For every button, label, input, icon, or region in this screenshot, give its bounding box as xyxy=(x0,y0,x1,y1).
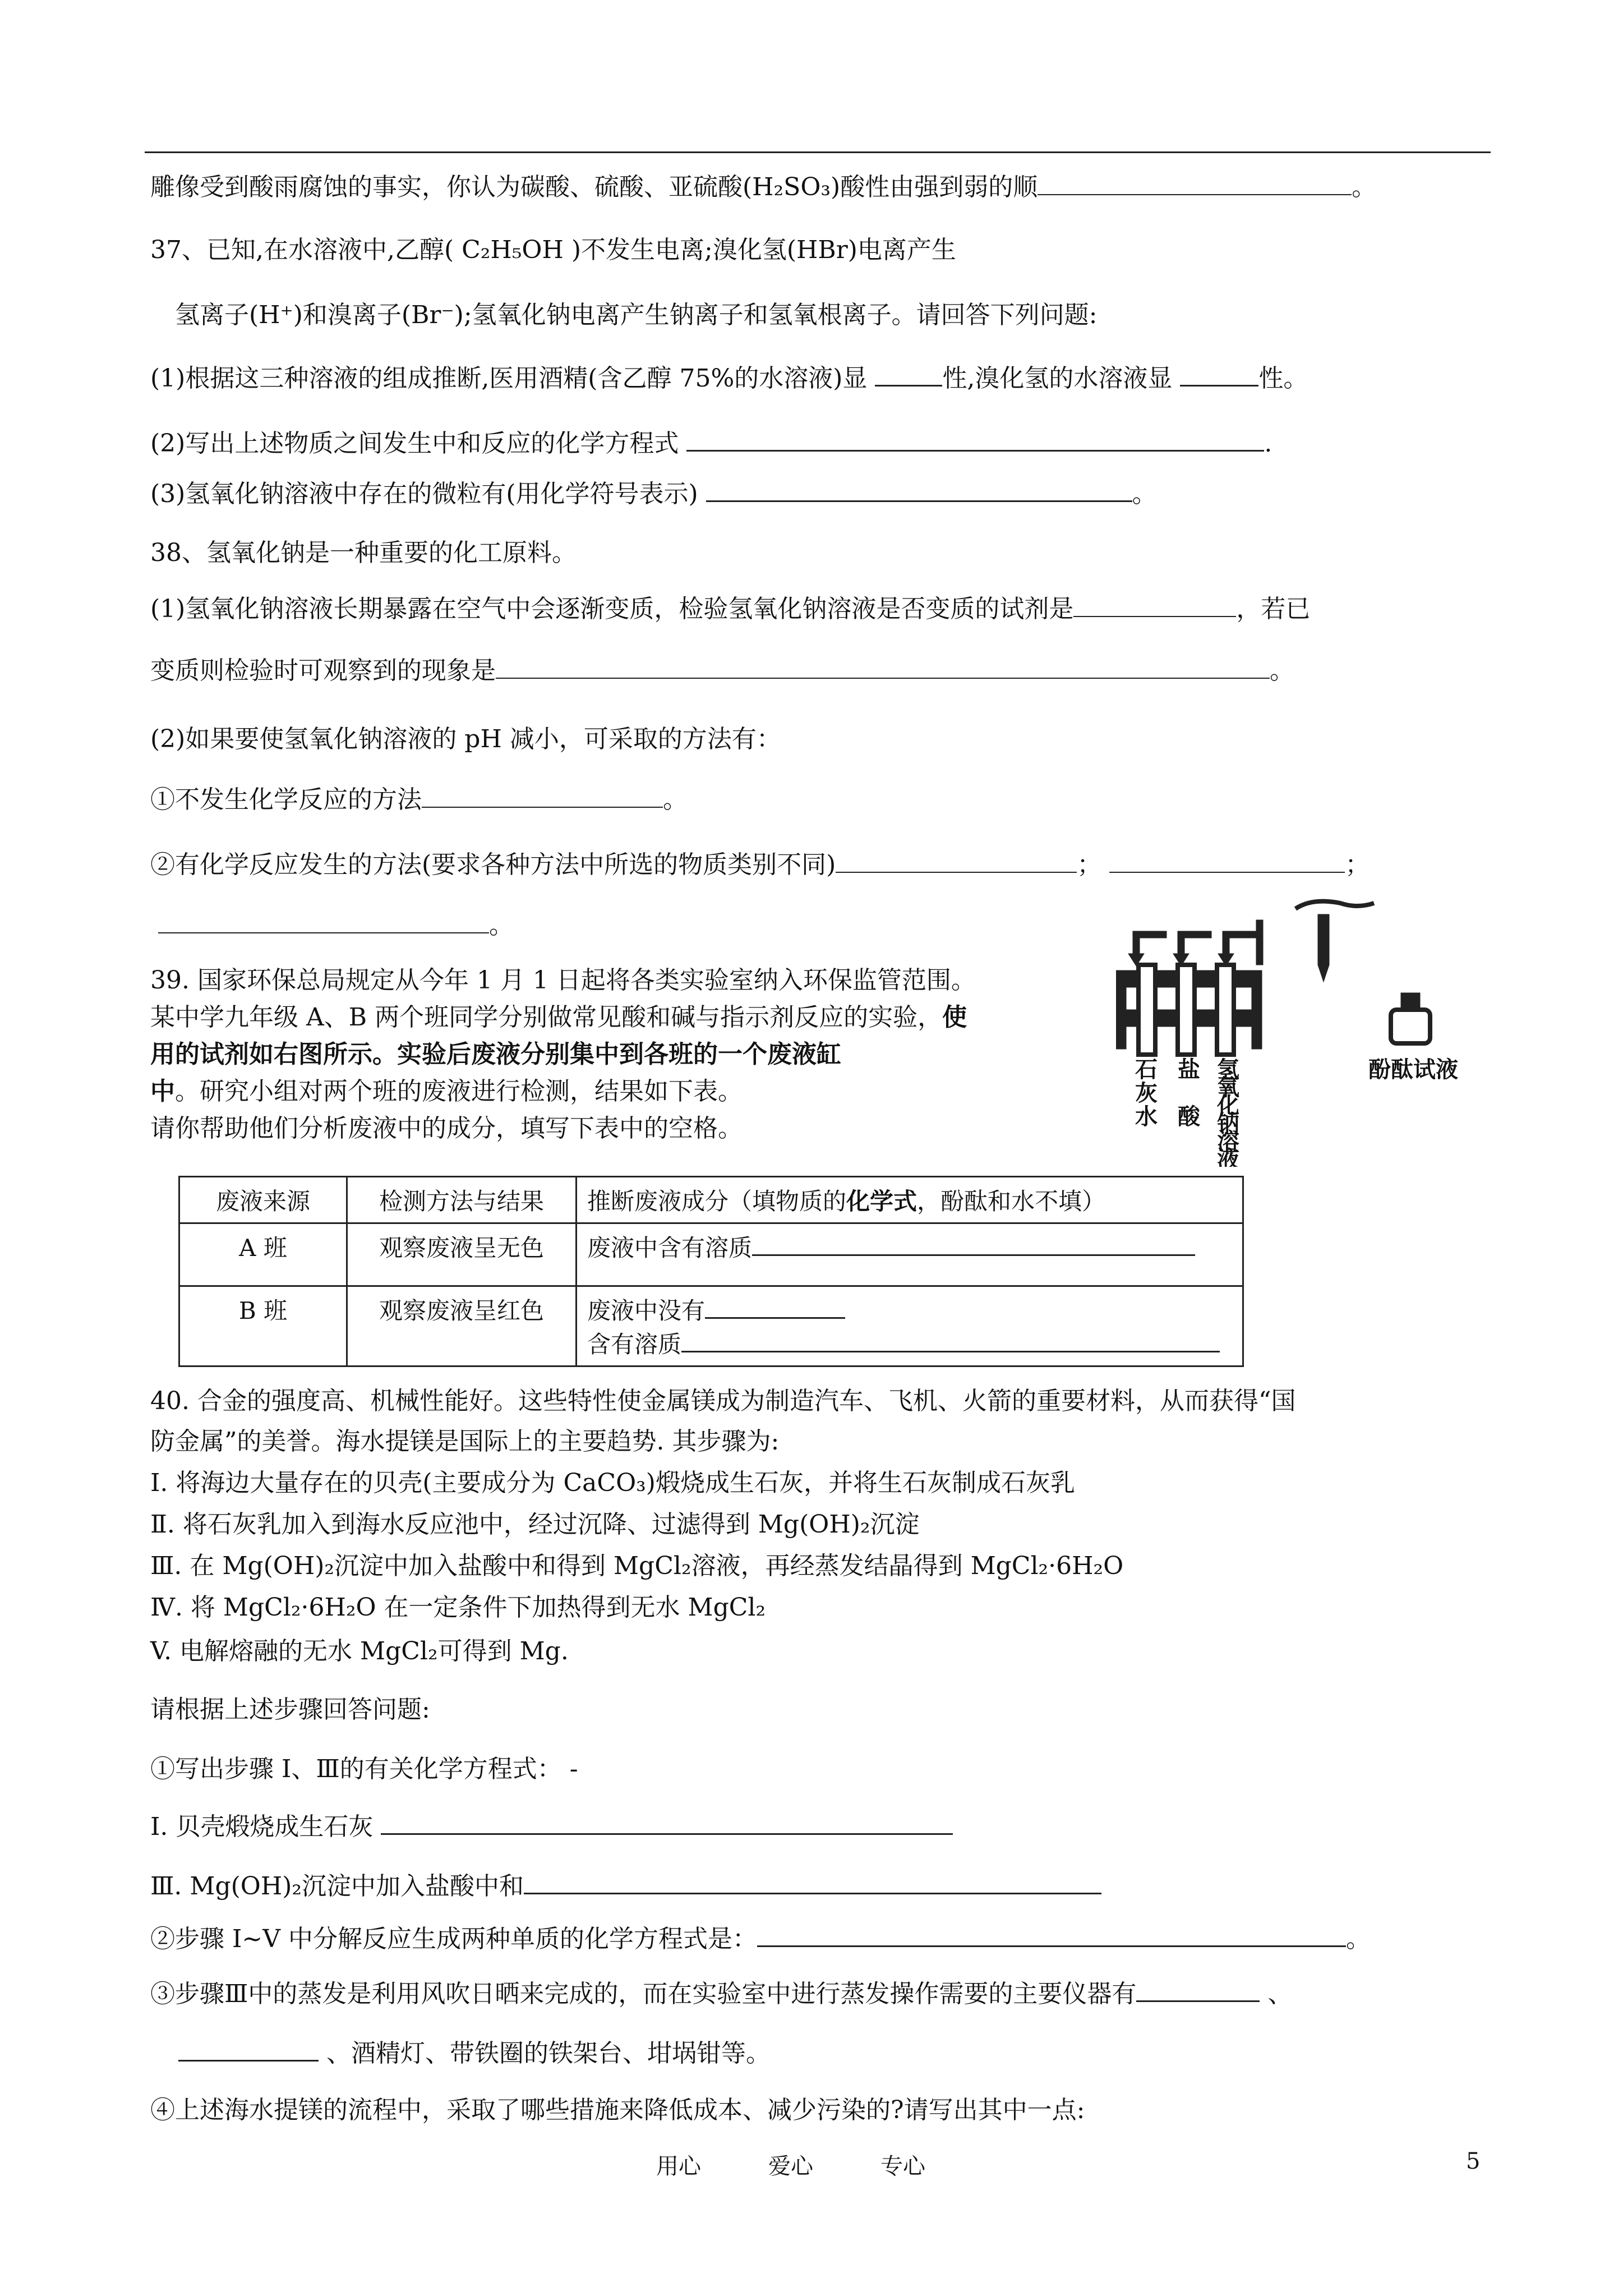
label-naoh-4: 钠 xyxy=(1217,1111,1239,1136)
q40-step4: Ⅳ. 将 MgCl₂·6H₂O 在一定条件下加热得到无水 MgCl₂ xyxy=(150,1593,766,1622)
q38-m1-text: ①不发生化学反应的方法 xyxy=(150,785,422,814)
q40-ask: 请根据上述步骤回答问题: xyxy=(150,1695,430,1724)
q37-part2 xyxy=(150,427,1272,459)
q40-step1: I. 将海边大量存在的贝壳(主要成分为 CaCO₃)煅烧成生石灰，并将生石灰制成石灰乳 xyxy=(150,1469,1075,1497)
header-method: 检测方法与结果 xyxy=(347,1177,577,1223)
row-b-source: B 班 xyxy=(179,1286,347,1366)
q37-p1-text: (1)根据这三种溶液的组成推断,医用酒精(含乙醇 75%的水溶液)显 xyxy=(150,364,868,393)
q39-l4 xyxy=(150,1076,743,1107)
label-limewater-2: 灰 xyxy=(1135,1081,1158,1106)
phenolphthalein-bottle xyxy=(1391,1010,1430,1043)
q37-equation-blank[interactable] xyxy=(686,427,1264,452)
q40-a3-cont xyxy=(178,2037,771,2069)
q38-part2: (2)如果要使氢氧化钠溶液的 pH 减小，可采取的方法有： xyxy=(150,725,781,753)
q37-part3 xyxy=(150,478,1157,510)
label-hcl-2: 酸 xyxy=(1178,1105,1200,1129)
q38-method2 xyxy=(150,849,1370,881)
row-b-line2 xyxy=(587,1326,1232,1360)
q40-a3-text: ③步骤Ⅲ中的蒸发是利用风吹日晒来完成的，而在实验室中进行蒸发操作需要的主要仪器有 xyxy=(150,1980,1137,2008)
page-number: 5 xyxy=(1466,2148,1481,2174)
q38-phenomenon-blank[interactable] xyxy=(496,655,1270,679)
q38-method1 xyxy=(150,784,688,816)
q38-p1-text: (1)氢氧化钠溶液长期暴露在空气中会逐渐变质，检验氢氧化钠溶液是否变质的试剂是 xyxy=(150,595,1074,623)
row-a-method: 观察废液呈无色 xyxy=(347,1223,577,1286)
label-phenolphthalein: 酚酞试液 xyxy=(1368,1057,1458,1082)
q38-part1 xyxy=(150,593,1310,625)
q40-a3-blank-b[interactable] xyxy=(178,2037,319,2062)
label-naoh-5: 溶 xyxy=(1217,1129,1239,1154)
punct: 。 xyxy=(663,785,688,814)
q38-method2-blank-c[interactable] xyxy=(158,910,489,933)
q40-a2-text: ②步骤 I~V 中分解反应生成两种单质的化学方程式是： xyxy=(150,1925,757,1953)
bottle-cap xyxy=(1401,993,1420,1010)
q38-method2-blank-b[interactable] xyxy=(1109,849,1345,873)
dropper-line xyxy=(1256,920,1263,965)
arrow-bar xyxy=(1223,931,1256,938)
q37-p1-text2: 性,溴化氢的水溶液显 xyxy=(942,364,1173,393)
q37-p3-text: (3)氢氧化钠溶液中存在的微粒有(用化学符号表示) xyxy=(150,480,698,508)
punct: . xyxy=(1264,429,1272,458)
waste-analysis-table xyxy=(178,1176,1244,1367)
row-a-inference-text: 废液中含有溶质 xyxy=(587,1234,753,1262)
row-b-solute-blank[interactable] xyxy=(681,1328,1220,1352)
punct: 。 xyxy=(489,911,514,940)
q40-l1: 40. 合金的强度高、机械性能好。这些特性使金属镁成为制造汽车、飞机、火箭的重要材料，从而获得“国 xyxy=(150,1387,1296,1415)
acid-order-blank[interactable] xyxy=(1038,172,1352,195)
reagents-illustration xyxy=(1116,898,1497,1167)
q39-l4-bold: 中 xyxy=(150,1077,175,1106)
line-acid-order xyxy=(150,172,1376,203)
dropper xyxy=(1318,914,1329,965)
header-inference xyxy=(577,1177,1243,1223)
q40-l2: 防金属”的美誉。海水提镁是国际上的主要趋势. 其步骤为: xyxy=(150,1427,780,1456)
dropper-tip xyxy=(1318,965,1329,982)
label-hcl-1: 盐 xyxy=(1178,1057,1200,1082)
footer-word-1: 用心 xyxy=(656,2154,701,2179)
q40-a3 xyxy=(150,1978,1292,2010)
punct: ； xyxy=(1077,850,1102,879)
q38-method2-blank-a[interactable] xyxy=(836,849,1077,873)
q37-particles-blank[interactable] xyxy=(706,478,1132,502)
footer-word-3: 专心 xyxy=(880,2154,925,2179)
q40-a2-blank[interactable] xyxy=(757,1923,1346,1947)
header-rule xyxy=(145,151,1491,153)
q37-part1 xyxy=(150,362,1308,394)
row-a-solute-blank[interactable] xyxy=(752,1232,1195,1256)
q37-intro: 37、已知,在水溶液中,乙醇( C₂H₅OH )不发生电离;溴化氢(HBr)电离产生 xyxy=(150,236,956,264)
acid-order-text: 雕像受到酸雨腐蚀的事实，你认为碳酸、硫酸、亚硫酸(H₂SO₃)酸性由强到弱的顺 xyxy=(150,173,1038,201)
q37-intro2: 氢离子(H⁺)和溴离子(Br⁻);氢氧化钠电离产生钠离子和氢氧根离子。请回答下列问题: xyxy=(175,301,1098,329)
table-header-row xyxy=(179,1177,1243,1223)
q40-a1i-text: I. 贝壳煅烧成生石灰 xyxy=(150,1812,374,1841)
q39-l1: 39. 国家环保总局规定从今年 1 月 1 日起将各类实验室纳入环保监管范围。 xyxy=(150,966,976,995)
table-row-a xyxy=(179,1223,1243,1286)
punct: ； xyxy=(1345,850,1370,879)
test-tube xyxy=(1217,965,1234,1055)
q40-step5: V. 电解熔融的无水 MgCl₂可得到 Mg. xyxy=(150,1637,569,1665)
footer-word-2: 爱心 xyxy=(768,2154,813,2179)
hand-outline xyxy=(1295,901,1374,909)
q40-a1-iii xyxy=(150,1870,1101,1902)
label-naoh-6: 液 xyxy=(1217,1147,1239,1167)
row-a-inference xyxy=(577,1223,1243,1286)
row-b-absent-blank[interactable] xyxy=(705,1295,845,1319)
q40-a1iii-text: Ⅲ. Mg(OH)₂沉淀中加入盐酸中和 xyxy=(150,1872,524,1901)
q39-l2-bold: 使 xyxy=(942,1003,967,1032)
q40-a4: ④上述海水提镁的流程中，采取了哪些措施来降低成本、减少污染的?请写出其中一点: xyxy=(150,2096,1085,2124)
q40-a3-blank-a[interactable] xyxy=(1136,1978,1260,2002)
header-inference-bold: 化学式 xyxy=(846,1188,917,1215)
header-source: 废液来源 xyxy=(179,1177,347,1223)
q40-a1-i xyxy=(150,1811,953,1843)
rack-leg xyxy=(1252,987,1262,1049)
row-b-line1 xyxy=(587,1292,1232,1326)
q40-step3: Ⅲ. 在 Mg(OH)₂沉淀中加入盐酸中和得到 MgCl₂溶液，再经蒸发结晶得到 MgCl₂·6H₂O xyxy=(150,1552,1124,1580)
label-limewater-1: 石 xyxy=(1135,1057,1158,1082)
punct: 。 xyxy=(1352,173,1377,201)
test-tube xyxy=(1138,965,1155,1055)
q37-p2-text: (2)写出上述物质之间发生中和反应的化学方程式 xyxy=(150,429,679,458)
row-a-source: A 班 xyxy=(179,1223,347,1286)
q37-hbr-blank[interactable] xyxy=(1180,362,1258,386)
q38-m2-text: ②有化学反应发生的方法(要求各种方法中所选的物质类别不同) xyxy=(150,850,836,879)
arrow-bar xyxy=(1178,931,1211,938)
q39-l4-text: 。研究小组对两个班的废液进行检测，结果如下表。 xyxy=(175,1077,743,1106)
row-b-not-text: 废液中没有 xyxy=(587,1297,706,1324)
row-b-inference xyxy=(577,1286,1243,1366)
q37-p1-text3: 性。 xyxy=(1258,364,1308,393)
punct: 、 xyxy=(1267,1980,1293,2008)
q38-p1-text2: ，若已 xyxy=(1236,595,1311,623)
table-row-b xyxy=(179,1286,1243,1366)
q38-reagent-blank[interactable] xyxy=(1073,593,1236,617)
q37-alcohol-blank[interactable] xyxy=(875,362,942,386)
q39-l5: 请你帮助他们分析废液中的成分，填写下表中的空格。 xyxy=(150,1114,743,1143)
reagents-figure xyxy=(1116,898,1497,1167)
label-naoh-2: 氧 xyxy=(1217,1075,1239,1100)
label-naoh-3: 化 xyxy=(1217,1093,1239,1118)
row-b-method: 观察废液呈红色 xyxy=(347,1286,577,1366)
label-limewater-3: 水 xyxy=(1135,1105,1158,1129)
q39-l3: 用的试剂如右图所示。实验后废液分别集中到各班的一个废液缸 xyxy=(150,1040,841,1069)
header-inference-text2: ，酚酞和水不填） xyxy=(917,1188,1106,1215)
q38-method1-blank[interactable] xyxy=(422,784,663,808)
label-naoh-1: 氢 xyxy=(1217,1057,1239,1082)
q40-a1iii-blank[interactable] xyxy=(524,1870,1101,1894)
q38-part1-cont xyxy=(150,655,1294,687)
row-b-has-text: 含有溶质 xyxy=(587,1331,682,1358)
header-inference-text: 推断废液成分（填物质的 xyxy=(587,1188,847,1215)
q40-a1: ①写出步骤 I、Ⅲ的有关化学方程式： - xyxy=(150,1755,578,1783)
q38-intro: 38、氢氧化钠是一种重要的化工原料。 xyxy=(150,539,577,567)
q38-p1-text3: 变质则检验时可观察到的现象是 xyxy=(150,656,496,685)
q39-l2-text: 某中学九年级 A、B 两个班同学分别做常见酸和碱与指示剂反应的实验， xyxy=(150,1003,943,1032)
q39-l2 xyxy=(150,1002,967,1033)
punct: 。 xyxy=(1346,1925,1371,1953)
q38-method2-cont xyxy=(158,910,514,941)
q40-a1i-blank[interactable] xyxy=(381,1811,953,1835)
q40-a2 xyxy=(150,1923,1371,1955)
q40-step2: Ⅱ. 将石灰乳加入到海水反应池中，经过沉降、过滤得到 Mg(OH)₂沉淀 xyxy=(150,1510,920,1539)
punct: 。 xyxy=(1270,656,1294,685)
arrow-bar xyxy=(1133,931,1166,938)
test-tube xyxy=(1178,965,1195,1055)
rack-leg xyxy=(1116,987,1126,1049)
punct: 。 xyxy=(1132,480,1157,508)
q40-a3-text2: 、酒精灯、带铁圈的铁架台、坩埚钳等。 xyxy=(326,2039,771,2068)
